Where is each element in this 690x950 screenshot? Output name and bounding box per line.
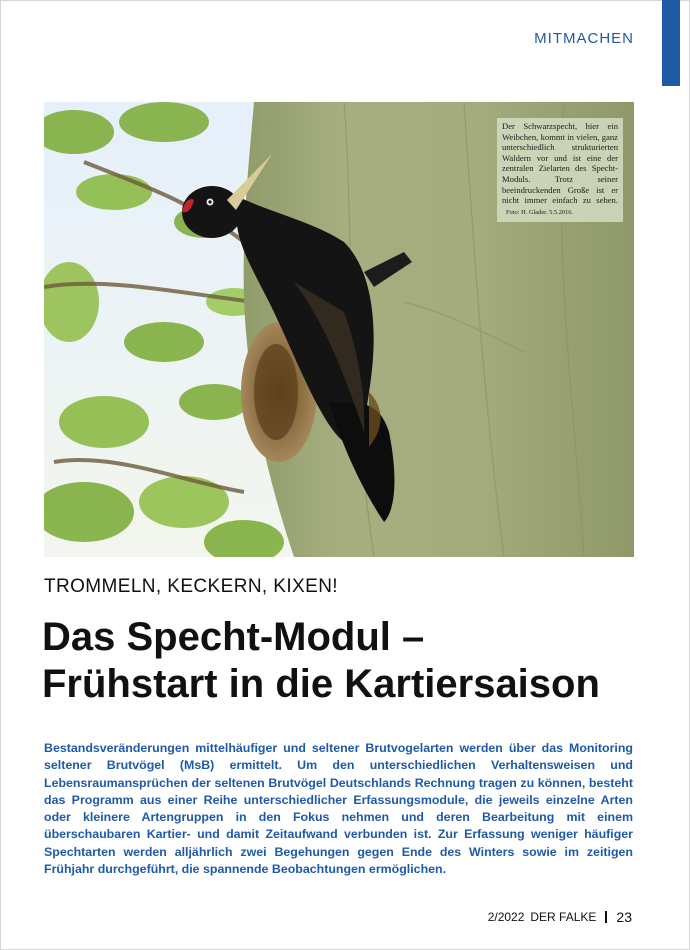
magazine-name: DER FALKE — [530, 910, 597, 924]
footer-separator — [605, 911, 607, 923]
article-kicker: TROMMELN, KECKERN, KIXEN! — [44, 576, 338, 597]
article-lead: Bestandsveränderungen mittelhäufiger und seltener Brutvogelarten werden über das Monitoring seltener Brutvögel (MsB) ermittelt. Um den unterschiedlichen Verhaltensweisen und Lebensraumansprüchen der seltenen Brutvögel Deutschlands Rechnung tragen zu können, besteht das Programm aus einer Reihe unterschiedlicher Erfassungsmodule, die jeweils einzelne Arten oder kleinere Artengruppen in den Fokus nehmen und deren Bearbeitung mit einem überschaubaren Kartier- und damit Zeitaufwand verbunden ist. Zur Erfassung weniger häufiger Spechtarten werden alljährlich zwei Begehungen gegen Ende des Winters sowie im zeitigen Frühjahr durchgeführt, die spannende Beobachtungen ermöglichen. — [44, 741, 633, 877]
section-label: MITMACHEN — [534, 30, 634, 47]
photo-caption — [497, 118, 623, 222]
photo-credit: Foto: H. Glader. 5.5.2016. — [506, 208, 574, 216]
page-footer — [488, 909, 632, 925]
issue-number: 2/2022 — [487, 910, 525, 924]
caption-text: Der Schwarzspecht, hier ein Weibchen, kommt in vielen, ganz unterschiedlich strukturierten Waldern vor und ist eine der zentralen Zielarten des Specht-Moduls. Trotz seiner beeindruckenden Große ist er nicht immer einfach zu sehen. — [502, 121, 618, 206]
page-number: 23 — [616, 909, 632, 925]
headline-line-1: Das Specht-Modul – — [42, 615, 425, 659]
headline-line-2: Frühstart in die Kartiersaison — [42, 662, 600, 706]
section-color-bar — [662, 0, 680, 86]
article-headline — [42, 614, 662, 708]
